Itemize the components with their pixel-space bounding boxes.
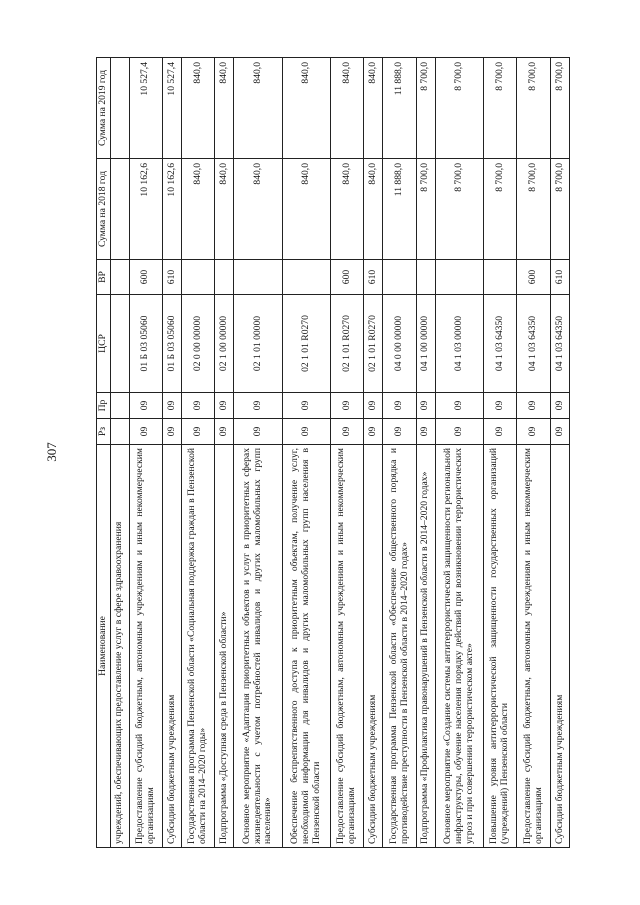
cell-sum-2019: 840,0	[215, 58, 234, 159]
cell-pr: 09	[435, 393, 483, 419]
header-vr: ВР	[97, 260, 111, 295]
cell-rz: 09	[383, 419, 417, 445]
cell-sum-2018: 840,0	[364, 159, 383, 260]
cell-vr	[215, 260, 234, 295]
table-row	[215, 58, 234, 848]
cell-sum-2018: 8 700,0	[551, 159, 570, 260]
cell-name: Основное мероприятие «Создание системы антитеррористической защищенности региональной инфраструктуры, обучение населения порядку действий при возникновении террористических угроз и при совершении террористическом акте»	[435, 445, 483, 848]
header-pr: Пр	[97, 393, 111, 419]
table-row	[364, 58, 383, 848]
table-row	[383, 58, 417, 848]
cell-rz: 09	[163, 419, 182, 445]
cell-pr: 09	[282, 393, 330, 419]
cell-csr: 01 Б 03 05060	[129, 295, 163, 393]
cell-sum-2019: 8 700,0	[517, 58, 551, 159]
cell-csr: 04 1 03 00000	[435, 295, 483, 393]
cell-sum-2018: 840,0	[330, 159, 364, 260]
header-name: Наименование	[97, 445, 111, 848]
cell-sum-2018: 840,0	[215, 159, 234, 260]
cell-vr	[416, 260, 435, 295]
cell-csr: 02 1 01 00000	[234, 295, 282, 393]
cell-csr: 02 1 01 R0270	[330, 295, 364, 393]
cell-name: Субсидии бюджетным учреждениям	[163, 445, 182, 848]
cell-sum-2019: 8 700,0	[416, 58, 435, 159]
cell-name: Предоставление субсидий бюджетным, автономным учреждениям и иным некоммерческим организациям	[330, 445, 364, 848]
cell-csr: 04 1 03 64350	[551, 295, 570, 393]
cell-vr: 610	[364, 260, 383, 295]
cell-csr: 04 1 00 00000	[416, 295, 435, 393]
cell-name: Обеспечение беспрепятственного доступа к приоритетным объектам, получение услуг, необходимой информации для инвалидов и других маломобильных групп населения в Пензенской области	[282, 445, 330, 848]
cell-sum-2019: 840,0	[282, 58, 330, 159]
cell-pr: 09	[551, 393, 570, 419]
cell-pr: 09	[129, 393, 163, 419]
cell-sum-2019: 840,0	[364, 58, 383, 159]
cell-sum-2018: 840,0	[234, 159, 282, 260]
cell-pr: 09	[383, 393, 417, 419]
table-body	[110, 58, 569, 848]
cell-sum-2019: 840,0	[234, 58, 282, 159]
cell-rz: 09	[551, 419, 570, 445]
cell-rz: 09	[129, 419, 163, 445]
cell-name: Государственная программа Пензенской области «Обеспечение общественного порядка и противодействие преступности в Пензенской области в 2014–2020 годах»	[383, 445, 417, 848]
table-row	[416, 58, 435, 848]
cell-name: Повышение уровня антитеррористической защищенности государственных организаций (учреждений) Пензенской области	[483, 445, 517, 848]
cell-pr: 09	[181, 393, 215, 419]
cell-vr: 610	[163, 260, 182, 295]
table-row	[110, 58, 129, 848]
cell-pr: 09	[163, 393, 182, 419]
table-row	[282, 58, 330, 848]
cell-sum-2018	[110, 159, 129, 260]
cell-sum-2019: 10 527,4	[163, 58, 182, 159]
cell-vr	[234, 260, 282, 295]
cell-csr: 02 0 00 00000	[181, 295, 215, 393]
cell-vr	[181, 260, 215, 295]
page-number: 307	[44, 442, 59, 462]
cell-sum-2019: 10 527,4	[129, 58, 163, 159]
table-row	[517, 58, 551, 848]
cell-rz: 09	[330, 419, 364, 445]
cell-csr	[110, 295, 129, 393]
cell-sum-2019	[110, 58, 129, 159]
cell-csr: 02 1 00 00000	[215, 295, 234, 393]
cell-sum-2018: 11 888,0	[383, 159, 417, 260]
cell-csr: 02 1 01 R0270	[364, 295, 383, 393]
cell-sum-2019: 840,0	[330, 58, 364, 159]
cell-csr: 04 1 03 64350	[517, 295, 551, 393]
cell-rz: 09	[181, 419, 215, 445]
cell-pr: 09	[364, 393, 383, 419]
cell-sum-2019: 840,0	[181, 58, 215, 159]
cell-name: Субсидии бюджетным учреждениям	[551, 445, 570, 848]
cell-csr: 01 Б 03 05060	[163, 295, 182, 393]
cell-vr	[383, 260, 417, 295]
table-row	[330, 58, 364, 848]
cell-sum-2018: 840,0	[282, 159, 330, 260]
cell-rz: 09	[435, 419, 483, 445]
cell-name: Основное мероприятие «Адаптация приоритетных объектов и услуг в приоритетных сферах жизнедеятельности с учетом потребностей инвалидов и других маломобильных групп населения»	[234, 445, 282, 848]
cell-name: учреждений, обеспечивающих предоставление услуг в сфере здравоохранения	[110, 445, 129, 848]
budget-table	[96, 57, 570, 848]
table-header-row	[97, 58, 111, 848]
cell-name: Подпрограмма «Доступная среда в Пензенской области»	[215, 445, 234, 848]
table-row	[435, 58, 483, 848]
cell-rz: 09	[517, 419, 551, 445]
table-row	[551, 58, 570, 848]
cell-rz: 09	[483, 419, 517, 445]
cell-sum-2019: 8 700,0	[435, 58, 483, 159]
cell-vr	[483, 260, 517, 295]
cell-rz: 09	[364, 419, 383, 445]
cell-name: Предоставление субсидий бюджетным, автономным учреждениям и иным некоммерческим организациям	[517, 445, 551, 848]
header-csr: ЦСР	[97, 295, 111, 393]
cell-sum-2019: 11 888,0	[383, 58, 417, 159]
cell-sum-2018: 840,0	[181, 159, 215, 260]
cell-csr: 04 0 00 00000	[383, 295, 417, 393]
cell-sum-2018: 10 162,6	[163, 159, 182, 260]
header-rz: Рз	[97, 419, 111, 445]
cell-rz: 09	[234, 419, 282, 445]
cell-csr: 02 1 01 R0270	[282, 295, 330, 393]
cell-sum-2018: 8 700,0	[483, 159, 517, 260]
header-sum-2019: Сумма на 2019 год	[97, 58, 111, 159]
cell-name: Предоставление субсидий бюджетным, автономным учреждениям и иным некоммерческим организациям	[129, 445, 163, 848]
header-sum-2018: Сумма на 2018 год	[97, 159, 111, 260]
cell-vr: 600	[517, 260, 551, 295]
cell-sum-2018: 8 700,0	[517, 159, 551, 260]
cell-vr	[282, 260, 330, 295]
table-row	[483, 58, 517, 848]
cell-rz: 09	[282, 419, 330, 445]
cell-vr: 600	[129, 260, 163, 295]
cell-pr: 09	[215, 393, 234, 419]
cell-vr	[435, 260, 483, 295]
cell-vr: 610	[551, 260, 570, 295]
cell-csr: 04 1 03 64350	[483, 295, 517, 393]
budget-table-rotated	[96, 58, 570, 848]
table-row	[163, 58, 182, 848]
cell-pr: 09	[416, 393, 435, 419]
cell-vr: 600	[330, 260, 364, 295]
cell-sum-2018: 10 162,6	[129, 159, 163, 260]
cell-sum-2018: 8 700,0	[416, 159, 435, 260]
cell-pr: 09	[330, 393, 364, 419]
table-row	[181, 58, 215, 848]
cell-name: Субсидии бюджетным учреждениям	[364, 445, 383, 848]
cell-pr	[110, 393, 129, 419]
table-row	[234, 58, 282, 848]
cell-sum-2019: 8 700,0	[483, 58, 517, 159]
cell-name: Государственная программа Пензенской области «Социальная поддержка граждан в Пензенской области на 2014–2020 годы»	[181, 445, 215, 848]
cell-name: Подпрограмма «Профилактика правонарушений в Пензенской области в 2014–2020 годах»	[416, 445, 435, 848]
cell-sum-2018: 8 700,0	[435, 159, 483, 260]
cell-pr: 09	[234, 393, 282, 419]
table-row	[129, 58, 163, 848]
cell-rz	[110, 419, 129, 445]
cell-rz: 09	[416, 419, 435, 445]
cell-pr: 09	[483, 393, 517, 419]
cell-vr	[110, 260, 129, 295]
cell-pr: 09	[517, 393, 551, 419]
cell-sum-2019: 8 700,0	[551, 58, 570, 159]
cell-rz: 09	[215, 419, 234, 445]
